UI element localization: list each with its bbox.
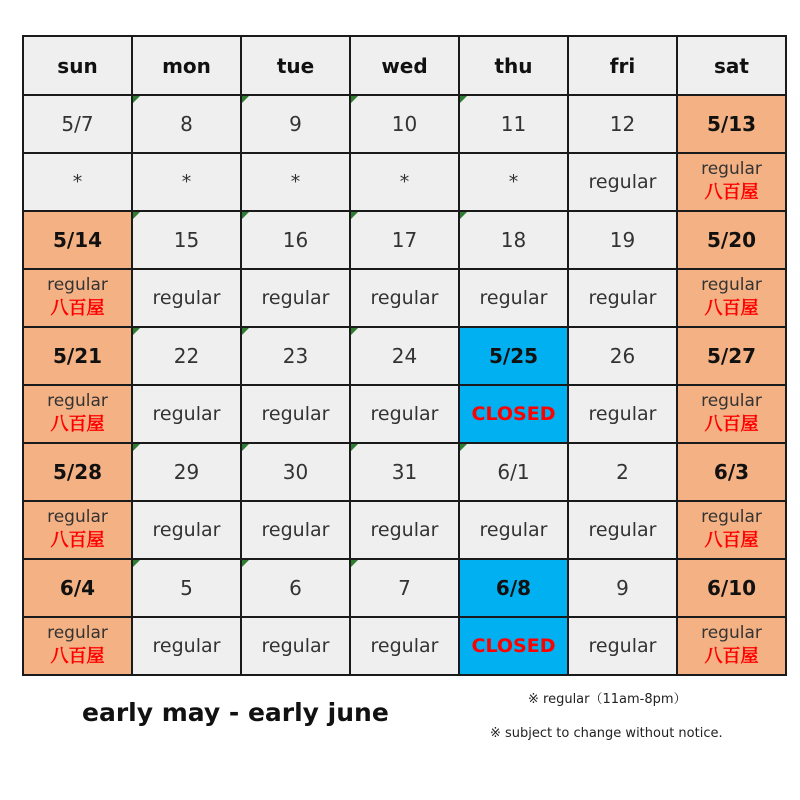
date-cell: [23, 211, 132, 269]
date-cell: [23, 327, 132, 385]
date-label: 7: [398, 576, 411, 600]
date-cell: [241, 443, 350, 501]
status-cell: [23, 617, 132, 675]
date-cell: [568, 327, 677, 385]
date-cell: [350, 95, 459, 153]
calendar-body: [23, 36, 786, 675]
status-row: [23, 501, 786, 559]
status-cell: [568, 269, 677, 327]
date-cell: [241, 211, 350, 269]
status-label: regular: [479, 519, 548, 541]
date-row: [23, 211, 786, 269]
status-cell: [350, 153, 459, 211]
corner-marker-icon: [351, 560, 358, 567]
date-label: 6/3: [713, 460, 750, 484]
date-label: 6/1: [497, 460, 530, 484]
status-cell: [23, 501, 132, 559]
date-cell: [568, 443, 677, 501]
weekday-header-row: [23, 36, 786, 95]
date-label: 8: [180, 112, 193, 136]
date-label: 16: [282, 228, 309, 252]
date-label: 23: [282, 344, 309, 368]
status-label: *: [508, 171, 519, 193]
status-label: regular: [588, 171, 657, 193]
status-cell: [568, 501, 677, 559]
date-cell: [350, 211, 459, 269]
status-cell: [568, 153, 677, 211]
status-cell: [241, 153, 350, 211]
date-row: [23, 443, 786, 501]
date-label: 5/7: [61, 112, 94, 136]
date-cell: [241, 327, 350, 385]
status-cell: [132, 617, 241, 675]
status-cell: [677, 501, 786, 559]
date-cell: [459, 211, 568, 269]
date-cell: [677, 443, 786, 501]
date-label: 11: [500, 112, 527, 136]
greengrocer-label: 八百屋: [704, 182, 759, 203]
corner-marker-icon: [242, 96, 249, 103]
greengrocer-label: 八百屋: [50, 298, 105, 319]
status-label: regular: [152, 519, 221, 541]
weekday-header-wed: wed: [350, 36, 459, 95]
corner-marker-icon: [242, 212, 249, 219]
weekday-header-mon: mon: [132, 36, 241, 95]
date-cell: [23, 95, 132, 153]
status-cell: [350, 269, 459, 327]
status-label: *: [290, 171, 301, 193]
date-cell: [568, 559, 677, 617]
hours-note: ※ regular（11am-8pm）: [528, 692, 687, 707]
date-label: 5/25: [488, 344, 539, 368]
corner-marker-icon: [242, 444, 249, 451]
date-cell: [677, 95, 786, 153]
status-cell: [23, 385, 132, 443]
date-row: [23, 327, 786, 385]
date-row: [23, 559, 786, 617]
status-label: *: [399, 171, 410, 193]
corner-marker-icon: [242, 560, 249, 567]
corner-marker-icon: [460, 96, 467, 103]
status-cell: [568, 617, 677, 675]
date-cell: [132, 443, 241, 501]
date-label: 29: [173, 460, 200, 484]
date-cell: [677, 327, 786, 385]
status-label: regular: [701, 623, 762, 643]
status-label: regular: [152, 635, 221, 657]
status-row: [23, 269, 786, 327]
date-cell: [568, 95, 677, 153]
status-label: regular: [370, 403, 439, 425]
status-label: *: [72, 171, 83, 193]
status-label: regular: [479, 287, 548, 309]
status-label: regular: [701, 507, 762, 527]
period-caption: early may - early june: [82, 698, 389, 727]
date-cell: [459, 443, 568, 501]
closed-label: CLOSED: [471, 635, 556, 657]
corner-marker-icon: [351, 96, 358, 103]
date-label: 15: [173, 228, 200, 252]
weekday-header-sun: sun: [23, 36, 132, 95]
status-cell: [677, 153, 786, 211]
corner-marker-icon: [351, 212, 358, 219]
date-label: 26: [609, 344, 636, 368]
date-label: 5/27: [706, 344, 757, 368]
status-cell: [350, 385, 459, 443]
date-label: 19: [609, 228, 636, 252]
date-cell: [350, 443, 459, 501]
status-cell: [241, 269, 350, 327]
date-label: 5/20: [706, 228, 757, 252]
status-label: regular: [152, 403, 221, 425]
date-cell: [241, 95, 350, 153]
status-label: regular: [261, 519, 330, 541]
date-cell: [241, 559, 350, 617]
date-cell: [350, 327, 459, 385]
status-cell: [459, 153, 568, 211]
corner-marker-icon: [460, 212, 467, 219]
date-label: 22: [173, 344, 200, 368]
date-label: 6/10: [706, 576, 757, 600]
status-label: regular: [47, 391, 108, 411]
status-label: regular: [370, 635, 439, 657]
corner-marker-icon: [460, 444, 467, 451]
date-label: 5: [180, 576, 193, 600]
status-cell: [241, 501, 350, 559]
date-label: 9: [289, 112, 302, 136]
greengrocer-label: 八百屋: [50, 646, 105, 667]
status-label: regular: [588, 403, 657, 425]
date-cell: [132, 211, 241, 269]
date-cell: [23, 443, 132, 501]
date-cell: [677, 211, 786, 269]
corner-marker-icon: [133, 328, 140, 335]
status-cell: [677, 617, 786, 675]
status-cell: [459, 385, 568, 443]
date-cell: [132, 95, 241, 153]
date-label: 6/4: [59, 576, 96, 600]
status-row: [23, 385, 786, 443]
status-label: regular: [47, 275, 108, 295]
date-label: 6/8: [495, 576, 532, 600]
status-label: regular: [588, 635, 657, 657]
date-cell: [350, 559, 459, 617]
status-label: regular: [370, 287, 439, 309]
corner-marker-icon: [133, 96, 140, 103]
status-row: [23, 617, 786, 675]
date-label: 31: [391, 460, 418, 484]
corner-marker-icon: [133, 444, 140, 451]
date-label: 12: [609, 112, 636, 136]
date-label: 6: [289, 576, 302, 600]
date-label: 17: [391, 228, 418, 252]
corner-marker-icon: [133, 560, 140, 567]
status-label: regular: [701, 391, 762, 411]
schedule-calendar: [22, 35, 787, 676]
status-label: regular: [152, 287, 221, 309]
status-label: *: [181, 171, 192, 193]
status-label: regular: [701, 275, 762, 295]
status-cell: [677, 269, 786, 327]
status-cell: [677, 385, 786, 443]
date-label: 24: [391, 344, 418, 368]
date-cell: [568, 211, 677, 269]
date-cell: [132, 327, 241, 385]
corner-marker-icon: [351, 444, 358, 451]
date-label: 9: [616, 576, 629, 600]
status-cell: [132, 153, 241, 211]
status-label: regular: [588, 519, 657, 541]
status-label: regular: [261, 635, 330, 657]
date-label: 5/14: [52, 228, 103, 252]
status-row: [23, 153, 786, 211]
weekday-header-tue: tue: [241, 36, 350, 95]
date-cell: [459, 327, 568, 385]
status-label: regular: [47, 623, 108, 643]
status-label: regular: [588, 287, 657, 309]
status-label: regular: [701, 159, 762, 179]
disclaimer-note: ※ subject to change without notice.: [490, 726, 723, 741]
date-row: [23, 95, 786, 153]
status-label: regular: [370, 519, 439, 541]
greengrocer-label: 八百屋: [50, 530, 105, 551]
weekday-header-thu: thu: [459, 36, 568, 95]
greengrocer-label: 八百屋: [704, 414, 759, 435]
status-cell: [132, 385, 241, 443]
status-cell: [132, 501, 241, 559]
status-label: regular: [47, 507, 108, 527]
corner-marker-icon: [242, 328, 249, 335]
date-label: 5/21: [52, 344, 103, 368]
date-cell: [677, 559, 786, 617]
status-cell: [459, 617, 568, 675]
status-cell: [241, 385, 350, 443]
status-label: regular: [261, 287, 330, 309]
date-label: 2: [616, 460, 629, 484]
status-cell: [568, 385, 677, 443]
status-cell: [350, 617, 459, 675]
greengrocer-label: 八百屋: [704, 298, 759, 319]
date-cell: [459, 559, 568, 617]
date-label: 5/13: [706, 112, 757, 136]
greengrocer-label: 八百屋: [50, 414, 105, 435]
status-cell: [459, 501, 568, 559]
date-label: 10: [391, 112, 418, 136]
date-label: 18: [500, 228, 527, 252]
status-label: regular: [261, 403, 330, 425]
status-cell: [241, 617, 350, 675]
date-cell: [132, 559, 241, 617]
date-cell: [459, 95, 568, 153]
status-cell: [350, 501, 459, 559]
greengrocer-label: 八百屋: [704, 646, 759, 667]
status-cell: [23, 269, 132, 327]
closed-label: CLOSED: [471, 403, 556, 425]
corner-marker-icon: [133, 212, 140, 219]
status-cell: [459, 269, 568, 327]
date-label: 5/28: [52, 460, 103, 484]
weekday-header-sat: sat: [677, 36, 786, 95]
weekday-header-fri: fri: [568, 36, 677, 95]
corner-marker-icon: [351, 328, 358, 335]
greengrocer-label: 八百屋: [704, 530, 759, 551]
status-cell: [132, 269, 241, 327]
date-label: 30: [282, 460, 309, 484]
status-cell: [23, 153, 132, 211]
date-cell: [23, 559, 132, 617]
